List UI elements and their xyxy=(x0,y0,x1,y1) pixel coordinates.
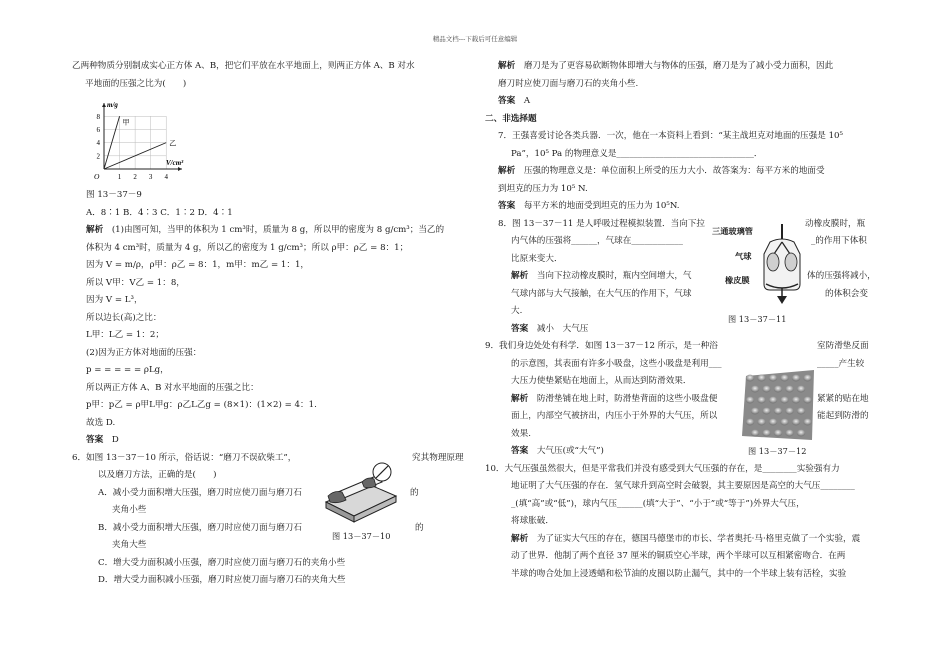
jiexi8-line1 xyxy=(485,272,885,290)
fig12-caption: 图 13－37－12 xyxy=(748,446,807,456)
suction-cup xyxy=(762,386,770,393)
q6-optA2: 夹角小些 xyxy=(112,505,147,515)
jiexi9-text2: 面上，内部空气被挤出，内压小于外界的大气压，所以 xyxy=(511,411,718,421)
solution-line10: 所以两正方体 A、B 对水平地面的压强之比： xyxy=(86,382,259,393)
suction-cup xyxy=(762,408,770,415)
suction-cup xyxy=(746,419,754,426)
suction-cup xyxy=(792,375,800,382)
q8-text-b: 动橡皮膜时，瓶 xyxy=(805,218,866,229)
q6-optA: A．减小受力面积增大压强，磨刀时应使刀面与磨刀石 xyxy=(98,487,302,498)
q6-optB: B．减小受力面积增大压强，磨刀时应使刀面与磨刀石 xyxy=(98,522,302,533)
jiexi7-text: 压强的物理意义是：单位面积上所受的压力大小．故答案为：每平方米的地面受 xyxy=(523,166,825,176)
q6-line2: 以及磨刀方法，正确的是( ) xyxy=(98,470,217,480)
suction-cup xyxy=(751,430,759,437)
origin-label: O xyxy=(94,172,100,181)
suction-cup xyxy=(751,386,759,393)
q6-optB-b: 的 xyxy=(415,522,424,533)
suction-cup xyxy=(780,375,788,382)
y-tick-label: 8 xyxy=(96,112,100,121)
jiexi8-line3: 大. xyxy=(511,306,523,316)
suction-cup xyxy=(774,430,782,437)
q6-optA-b: 的 xyxy=(410,487,419,498)
jiexi10-line1 xyxy=(485,535,885,553)
suction-cup xyxy=(803,419,811,426)
q9-line2 xyxy=(485,360,885,378)
jiexi9-text2-b: 能起到防滑的 xyxy=(817,411,869,421)
x-tick-label: 4 xyxy=(164,173,168,181)
solution-line9: p = = = = = ρLg， xyxy=(86,365,169,375)
q10-line4: 将球胀破． xyxy=(511,516,554,526)
daan-label: 答案 xyxy=(511,323,529,334)
answer8-line xyxy=(485,325,885,343)
mass-volume-chart xyxy=(82,99,192,187)
right-column xyxy=(485,62,885,587)
jiexi9-line3: 效果. xyxy=(511,428,531,439)
x-axis-label: V/cm³ xyxy=(166,159,184,167)
suction-cup xyxy=(797,430,805,437)
fig11-caption: 图 13－37－11 xyxy=(728,314,787,324)
solution-line7: L甲：L乙 = 1：2； xyxy=(86,330,164,340)
q9-text-b: 室防滑垫反面 xyxy=(817,341,869,351)
daan-label: 答案 xyxy=(498,201,516,211)
q6-line1 xyxy=(72,454,467,472)
jiexi10-line2: 动了世界．他制了两个直径 37 厘米的铜质空心半球，两个半球可以互相紧密吻合．在两 xyxy=(511,551,846,561)
section-heading: 二、非选择题 xyxy=(485,113,537,124)
bath-mat-figure xyxy=(742,370,816,440)
page-header: 精品文档---下载后可任意编辑 xyxy=(432,35,518,43)
q6-optD: D．增大受力面积减小压强，磨刀时应使刀面与磨刀石的夹角大些 xyxy=(98,575,346,585)
jiexi8-text-b: 体的压强将减小， xyxy=(807,271,876,281)
x-tick-label: 2 xyxy=(133,173,137,181)
daan-label: 答案 xyxy=(86,435,104,445)
q8-line1 xyxy=(485,220,885,238)
suction-cup xyxy=(785,386,793,393)
jiexi9-line2 xyxy=(485,412,885,430)
jiexi-label: 解析 xyxy=(498,61,516,71)
left-column xyxy=(72,62,467,594)
q6-optB2: 夹角大些 xyxy=(112,540,147,550)
suction-cup xyxy=(746,397,754,404)
fig11-label-balloon: 气球 xyxy=(735,251,752,261)
q8-text: 8．图 13－37－11 是人呼吸过程模拟装置．当向下拉 xyxy=(498,218,706,229)
answer6-line xyxy=(485,97,885,115)
suction-cup xyxy=(757,419,765,426)
q8-text2-b: _的作用下体积 xyxy=(811,236,867,246)
suction-cup xyxy=(757,375,765,382)
solution-line4: 所以 V甲：V乙 = 1：8， xyxy=(86,277,185,288)
suction-cup xyxy=(762,430,770,437)
q6-text: 6．如图 13－37－10 所示，俗话说：“磨刀不误砍柴工”， xyxy=(72,452,297,463)
breathing-apparatus-figure xyxy=(752,222,812,308)
q6-optC: C．增大受力面积减小压强，磨刀时应使刀面与磨刀石的夹角小些 xyxy=(98,557,346,568)
suction-cup xyxy=(797,408,805,415)
suction-cup xyxy=(774,386,782,393)
q9-text2-b: _____产生较 xyxy=(817,358,865,369)
q9-text2: 的示意图，其表面有许多小吸盘，这些小吸盘是利用___ xyxy=(511,358,722,369)
solution-line11: p甲：p乙 = ρ甲L甲g：ρ乙L乙g = (8×1)：(1×2) = 4：1. xyxy=(86,400,317,410)
solution-line6: 所以边长(高)之比： xyxy=(86,312,162,323)
jiexi9-text: 防滑垫铺在地上时，防滑垫背面的这些小吸盘便 xyxy=(536,393,718,404)
solution-line3: 因为 V = m/ρ，ρ甲：ρ乙 = 8：1，m甲：m乙 = 1：1， xyxy=(86,260,310,270)
q8-text2: 内气体的压强将______，气球在____________ xyxy=(511,236,683,246)
q7-line2: Pa”，10⁵ Pa 的物理意义是________________________________． xyxy=(511,148,763,159)
suction-cup xyxy=(785,408,793,415)
jiexi-label: 解析 xyxy=(511,271,529,281)
fig11-label-tube: 三通玻璃管 xyxy=(712,226,753,236)
q8-line3: 比原来变大． xyxy=(511,253,563,264)
q5-text-line2: 平地面的压强之比为( ) xyxy=(85,78,187,89)
solution-line1 xyxy=(72,226,467,244)
q6-optA1 xyxy=(72,489,467,507)
answer9: 大气压(或“大气”) xyxy=(536,446,604,456)
suction-cup xyxy=(803,397,811,404)
fig11-label-membrane: 橡皮膜 xyxy=(725,275,750,285)
q9-text: 9．我们身边处处有科学．如图 13－37－12 所示，是一种浴 xyxy=(485,341,718,351)
q10-line1: 10．大气压强虽然很大，但是平常我们并没有感受到大气压强的存在，是________实验强有力 xyxy=(485,463,840,474)
x-tick-label: 3 xyxy=(148,173,153,181)
suction-cup xyxy=(769,375,777,382)
suction-cup xyxy=(757,397,765,404)
knife-sharpening-figure xyxy=(318,462,403,524)
suction-cup xyxy=(746,375,754,382)
jiexi10-line3: 半球的吻合处加上浸透蜡和松节油的皮圈以防止漏气，其中的一个半球上装有活栓，实验 xyxy=(511,568,847,579)
suction-cup xyxy=(780,397,788,404)
q5-text-line1: 乙两种物质分别制成实心正方体 A、B，把它们平放在水平地面上，则两正方体 A、B 对水 xyxy=(72,61,415,71)
y-tick-label: 4 xyxy=(96,139,100,148)
answer9-line xyxy=(485,447,885,465)
y-tick-label: 2 xyxy=(96,152,100,161)
jiexi7-line2: 到坦克的压力为 10⁵ N. xyxy=(498,183,588,194)
suction-cup xyxy=(792,397,800,404)
q6-optB1 xyxy=(72,524,467,542)
jiexi-label: 解析 xyxy=(498,166,516,176)
y-tick-label: 6 xyxy=(96,125,100,134)
jiexi8-text2-b: 的体积会变 xyxy=(825,288,868,299)
answer6: A xyxy=(523,96,531,106)
suction-cup xyxy=(774,408,782,415)
jiexi-label: 解析 xyxy=(511,393,529,404)
jiexi6-line1 xyxy=(485,62,885,80)
y-axis-label: m/g xyxy=(107,101,118,109)
x-tick-label: 1 xyxy=(117,173,122,181)
jiexi10-text: 为了证实大气压的存在，德国马德堡市的市长、学者奥托·马·格里克做了一个实验，震 xyxy=(536,533,861,544)
jiexi6-text: 磨刀是为了更容易砍断物体即增大与物体的压强，磨刀是为了减小受力面积，因此 xyxy=(523,61,834,71)
suction-cup xyxy=(751,408,759,415)
jiexi9-text-b: 紧紧的贴在地 xyxy=(817,393,869,404)
solution-line8: (2)因为正方体对地面的压强： xyxy=(86,347,202,358)
suction-cup xyxy=(780,419,788,426)
answer7-line xyxy=(485,202,885,220)
jiexi-label: 解析 xyxy=(86,225,104,235)
q8-line2 xyxy=(485,237,885,255)
daan-label: 答案 xyxy=(511,446,529,456)
series-label: 甲 xyxy=(122,118,130,127)
suction-cup xyxy=(803,375,811,382)
suction-cup xyxy=(769,419,777,426)
q5-options: A．8∶1 B．4∶3 C．1∶2 D．4∶1 xyxy=(86,207,233,218)
answer5: D xyxy=(111,435,119,445)
answer8: 减小 大气压 xyxy=(536,323,589,334)
suction-cup xyxy=(792,419,800,426)
answer5-line xyxy=(72,436,467,454)
q9-line3: 大压力使垫紧贴在地面上，从而达到防滑效果． xyxy=(511,376,692,386)
q10-line2: 地证明了大气压强的存在．氢气球升到高空时会破裂，其主要原因是高空的大气压________ xyxy=(511,481,855,491)
jiexi8-line2 xyxy=(485,290,885,308)
q9-line1 xyxy=(485,342,885,360)
fig10-caption: 图 13－37－10 xyxy=(332,531,391,541)
solution-line2: 体积为 4 cm³时，质量为 4 g，所以乙的密度为 1 g/cm³；所以 ρ甲：ρ乙 = 8：1； xyxy=(86,242,409,253)
jiexi-label: 解析 xyxy=(511,533,529,544)
solution-text: (1)由图可知，当甲的体积为 1 cm³时，质量为 8 g，所以甲的密度为 8 g/cm³；当乙的 xyxy=(111,225,445,235)
suction-cup xyxy=(769,397,777,404)
jiexi9-line1 xyxy=(485,395,885,413)
suction-cup xyxy=(785,430,793,437)
q6-text-b: 究其物理原理 xyxy=(412,452,464,463)
jiexi8-text2: 气球内部与大气接触，在大气压的作用下，气球 xyxy=(511,288,692,299)
fig9-caption: 图 13－37－9 xyxy=(86,190,142,200)
suction-cup xyxy=(797,386,805,393)
answer7: 每平方米的地面受到坦克的压力为 10⁵N. xyxy=(523,201,680,211)
jiexi6-line2: 磨刀时应使刀面与磨刀石的夹角小些. xyxy=(498,78,639,89)
series-label: 乙 xyxy=(169,139,177,148)
x-axis-arrow xyxy=(178,167,182,171)
jiexi7-line1 xyxy=(485,167,885,185)
q10-line3: _(填“高”或“低”)，球内气压______(填“大于”、“小于”或“等于”)外界大气压， xyxy=(511,498,805,509)
solution-line12: 故选 D. xyxy=(86,417,116,428)
daan-label: 答案 xyxy=(498,96,516,106)
jiexi8-text: 当向下拉动橡皮膜时，瓶内空间增大，气 xyxy=(536,271,692,281)
solution-line5: 因为 V = L³， xyxy=(86,295,143,305)
q7-line1: 7．王强喜爱讨论各类兵器．一次，他在一本资料上看到：“某主战坦克对地面的压强是 10⁵ xyxy=(498,131,843,141)
y-axis-arrow xyxy=(102,103,106,107)
